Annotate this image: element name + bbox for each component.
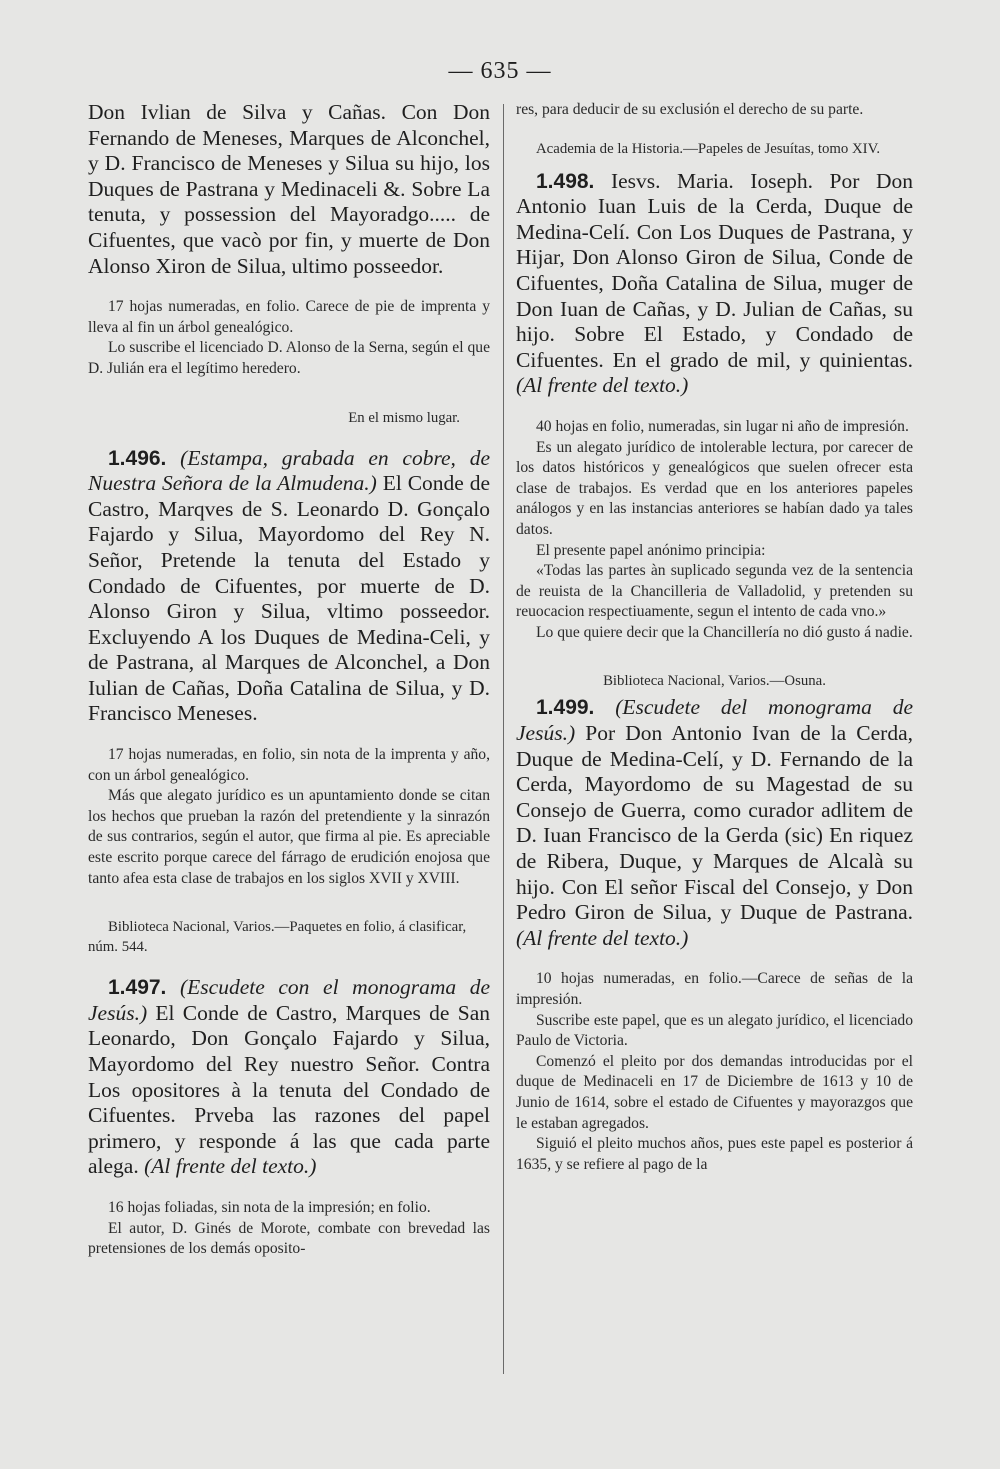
entry-1499-note-1: Suscribe este papel, que es un alegato jurídico, el licenciado Paulo de Victoria.	[516, 1011, 913, 1050]
entry-1496-title: El Conde de Castro, Marqves de S. Leonardo D. Gonçalo Fajardo y Silua, Mayordomo del Rey N. Señor, Pretende la tenuta del Estado y Condado de Cifuentes, por muerte de D. Alonso Giron y Silua, vltimo posseedor. Excluyendo A los Duques de Medina-Celi, y de Pastrana, al Marques de Alconchel, a Don Iulian de Cañas, Doña Catalina de Silua, y D. Francisco Meneses.	[88, 471, 490, 726]
entry-1498-note-2: El presente papel anónimo principia:	[536, 541, 766, 559]
entry-1499-number: 1.499.	[536, 696, 595, 720]
entry-1499-title: Por Don Antonio Ivan de la Cerda, Duque de Medina-Celí, y D. Fernando de la Cerda, Mayordomo de su Magestad de su Consejo de Guerra, como curador adlitem de D. Iuan Francisco de la Gerda (sic) En riquez de Ribera, Duque, y Marques de Alcalà su hijo. Con El señor Fiscal del Consejo, y Don Pedro Giron de Silua, y Duque de Pastrana.	[516, 721, 913, 925]
entry-1498-number: 1.498.	[536, 169, 595, 193]
entry-1495-note: Lo suscribe el licenciado D. Alonso de la Serna, según el que D. Julián era el legítimo heredero.	[88, 339, 490, 377]
continued-note: res, para deducir de su exclusión el derecho de su parte.	[516, 101, 864, 118]
entry-1499-description: 10 hojas numeradas, en folio.—Carece de señas de la impresión.	[516, 970, 913, 1008]
entry-1499-note-2: Comenzó el pleito por dos demandas introducidas por el duque de Medinaceli en 17 de Diciembre de 1613 y 10 de Junio de 1614, sobre el estado de Cifuentes y mayorazgos que le estaban agregados.	[516, 1052, 913, 1132]
right-column	[516, 100, 913, 1175]
entry-1498-description: 40 hojas en folio, numeradas, sin lugar ni año de impresión.	[536, 417, 909, 435]
page-number: — 635 —	[448, 58, 552, 84]
entry-1497-note: El autor, D. Ginés de Morote, combate con brevedad las pretensiones de los demás oposito-	[88, 1219, 490, 1258]
entry-1498-note-1: Es un alegato jurídico de intolerable lectura, por carecer de los datos históricos y genealógicos que suelen ofrecer esta clase de trabajos. Es verdad que en los anteriores papeles análogos y en las instancias anteriores se habían dado ya tales datos.	[516, 438, 913, 538]
entry-1496-heading	[88, 446, 490, 728]
entry-1498-citation: Academia de la Historia.—Papeles de Jesuítas, tomo XIV.	[536, 140, 881, 157]
entry-1495-description: 17 hojas numeradas, en folio. Carece de pie de imprenta y lleva al fin un árbol genealógico.	[88, 298, 490, 336]
entry-1497-heading	[88, 975, 490, 1180]
left-column	[88, 100, 490, 1260]
entry-1499-citation: Biblioteca Nacional, Varios.—Osuna.	[603, 673, 826, 690]
entry-1497-position-note: (Al frente del texto.)	[144, 1154, 317, 1179]
entry-1499-heading	[516, 695, 913, 951]
entry-1496-note: Más que alegato jurídico es un apuntamiento donde se citan los hechos que prueban la razón del pretendiente y la sinrazón de sus contrarios, según el autor, que firma al pie. Es apreciable este escrito porque carece del fárrago de erudición enojosa que tanto afea esta clase de trabajos en los siglos XVII y XVIII.	[88, 787, 490, 887]
entry-1498-position-note: (Al frente del texto.)	[516, 373, 689, 398]
entry-1498-heading	[516, 169, 913, 399]
entry-1496-number: 1.496.	[108, 446, 167, 470]
entry-1497-image-note: (Escudete con el monograma de Jesús.)	[88, 975, 490, 1025]
entry-1497-description: 16 hojas foliadas, sin nota de la impresión; en folio.	[108, 1198, 431, 1216]
entry-1499-image-note: (Escudete del monograma de Jesús.)	[516, 695, 913, 746]
entry-1499-position-note: (Al frente del texto.)	[516, 925, 689, 950]
entry-1495-title: Don Ivlian de Silva y Cañas. Con Don Fernando de Meneses, Marques de Alconchel, y D. Francisco de Meneses y Silua su hijo, los Duques de Pastrana y Medinaceli &. Sobre La tenuta, y possession del Mayoradgo..... de Cifuentes, que vacò por fin, y muerte de Don Alonso Xiron de Silua, ultimo posseedor.	[88, 100, 490, 278]
entry-1498-title: Iesvs. Maria. Ioseph. Por Don Antonio Iuan Luis de la Cerda, Duque de Medina-Celí. Con Los Duques de Pastrana, y Hijar, Don Alonso Giron de Silua, Conde de Cifuentes, Doña Catalina de Silua, muger de Don Iuan de Cañas, y D. Julian de Cañas, su hijo. Sobre El Estado, y Condado de Cifuentes. En el grado de mil, y quinientas.	[516, 168, 913, 372]
entry-1496-description: 17 hojas numeradas, en folio, sin nota de la imprenta y año, con un árbol genealógico.	[88, 746, 490, 784]
entry-1497-title: El Conde de Castro, Marques de San Leonardo, Don Gonçalo Fajardo y Silua, Mayordomo del Rey nuestro Señor. Contra Los opositores à la tenuta del Condado de Cifuentes. Prveba las razones del papel primero, y responde á las que cada parte alega.	[88, 1000, 490, 1179]
entry-1498-note-3: Lo que quiere decir que la Chancillería no dió gusto á nadie.	[536, 623, 913, 641]
entry-1497-citation: Biblioteca Nacional, Varios.—Paquetes en folio, á clasificar, núm. 544.	[88, 919, 467, 956]
entry-1496-citation: En el mismo lugar.	[348, 409, 460, 426]
entry-1499-note-3: Siguió el pleito muchos años, pues este papel es posterior á 1635, y se refiere al pago de la	[516, 1135, 913, 1173]
entry-1498-quote: «Todas las partes àn suplicado segunda vez de la sentencia de reuista de la Chancilleria de Valladolid, y pretenden su reuocacion respectiuamente, segun el intento de cada vno.»	[516, 562, 913, 621]
column-divider	[503, 104, 504, 1374]
entry-1497-number: 1.497.	[108, 976, 167, 1000]
entry-1496-image-note: (Estampa, grabada en cobre, de Nuestra Señora de la Almudena.)	[88, 445, 490, 496]
